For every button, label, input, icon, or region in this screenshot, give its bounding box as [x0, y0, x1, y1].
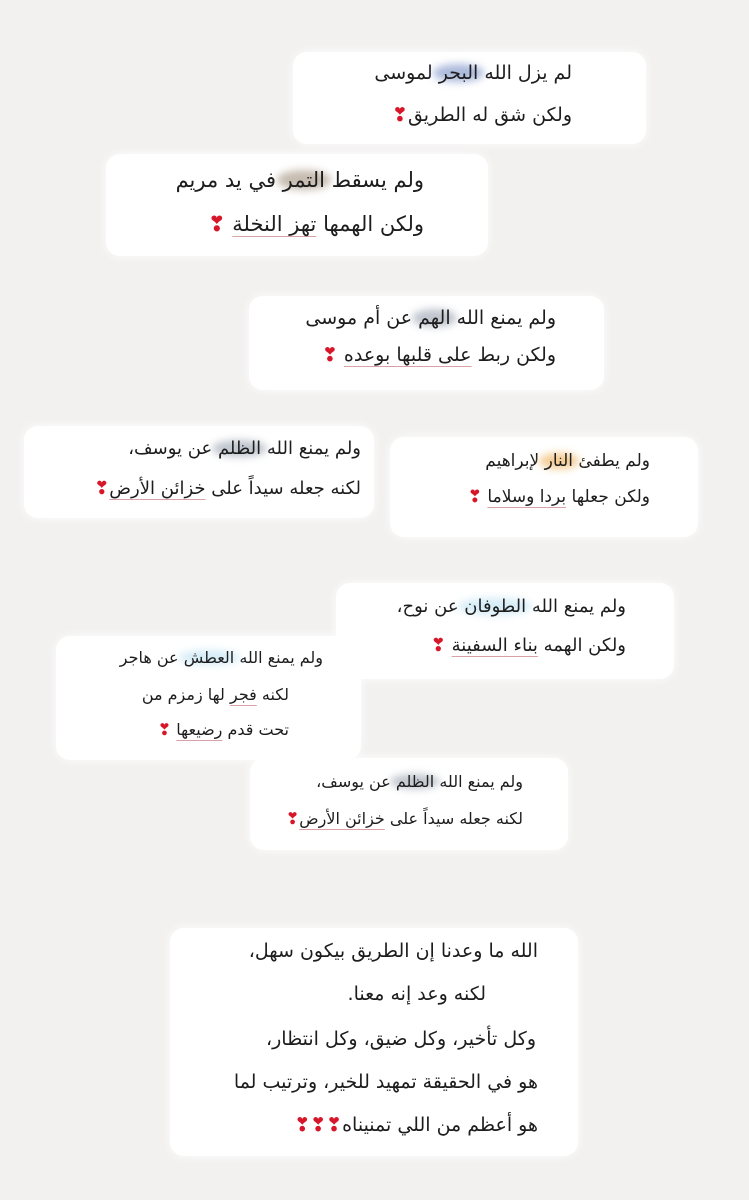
- paragraph-line: الله ما وعدنا إن الطريق بيكون سهل،: [248, 940, 538, 962]
- heart-exclamation-icon: ❣: [321, 344, 338, 366]
- heart-exclamation-icon: ❣: [285, 809, 300, 828]
- heart-exclamation-icon: ❣: [392, 104, 408, 126]
- quote-line: ولم يمنع الله العطش عن هاجر: [119, 648, 323, 667]
- heart-exclamation-icon: ❣: [94, 478, 110, 499]
- heart-exclamation-icon: ❣: [207, 212, 226, 236]
- quote-card-moses-sea: [293, 52, 646, 144]
- quote-line: ولكن جعلها بردا وسلاما ❣: [467, 487, 650, 507]
- quote-card-moses-mother: [249, 296, 604, 390]
- underlined-phrase: خزائن الأرض: [109, 478, 206, 499]
- highlighted-word: النار: [544, 451, 574, 471]
- quote-line: ولكن الهمه بناء السفينة ❣: [430, 635, 626, 656]
- quote-line: لكنه جعله سيداً على خزائن الأرض❣: [285, 809, 523, 828]
- quote-line: لم يزل الله البحر لموسى: [374, 62, 572, 84]
- heart-exclamation-icon: ❣: [430, 635, 446, 656]
- highlighted-word: الظلم: [395, 772, 435, 791]
- quote-line: ولم يطفئ النار لإبراهيم: [485, 451, 650, 471]
- highlighted-word: الظلم: [217, 438, 262, 459]
- quote-line: ولكن الهمها تهز النخلة ❣: [207, 212, 424, 236]
- quote-line: ولم يسقط التمر في يد مريم: [175, 168, 424, 192]
- underlined-word: رضيعها: [176, 720, 223, 739]
- highlighted-word: الهم: [418, 307, 451, 329]
- paragraph-line: هو في الحقيقة تمهيد للخير، وترتيب لما: [233, 1071, 538, 1093]
- paragraph-line: وكل تأخير، وكل ضيق، وكل انتظار،: [265, 1028, 536, 1050]
- underlined-phrase: تهز النخلة: [232, 212, 317, 236]
- quote-card-mary-dates: [106, 154, 488, 256]
- quote-line: تحت قدم رضيعها ❣: [157, 720, 289, 739]
- quote-line: ولم يمنع الله الظلم عن يوسف،: [128, 438, 361, 459]
- heart-exclamation-icon: ❣: [467, 487, 482, 507]
- quote-card-joseph-left: [24, 426, 374, 518]
- quote-line: ولم يمنع الله الظلم عن يوسف،: [316, 772, 523, 791]
- paragraph-line: هو أعظم من اللي تمنيناه❣❣❣: [294, 1114, 538, 1136]
- heart-exclamation-icons: ❣❣❣: [294, 1114, 343, 1136]
- highlighted-word: التمر: [282, 168, 325, 192]
- underlined-phrase: خزائن الأرض: [299, 809, 385, 828]
- underlined-phrase: على قلبها بوعده: [343, 344, 472, 366]
- quote-line: ولكن ربط على قلبها بوعده ❣: [321, 344, 556, 366]
- quote-line: ولم يمنع الله الهم عن أم موسى: [305, 307, 556, 329]
- quote-line: ولكن شق له الطريق❣: [392, 104, 572, 126]
- highlighted-word: البحر: [438, 62, 479, 84]
- quote-card-noah-flood: [336, 583, 674, 679]
- quote-line: ولم يمنع الله الطوفان عن نوح،: [396, 596, 626, 617]
- underlined-word: فجر: [229, 685, 257, 704]
- quote-card-abraham-fire: [390, 437, 698, 537]
- paragraph-line: لكنه وعد إنه معنا.: [347, 983, 486, 1005]
- quote-line: لكنه فجر لها زمزم من: [141, 685, 289, 704]
- underlined-phrase: بناء السفينة: [451, 635, 538, 656]
- underlined-phrase: بردا وسلاما: [487, 487, 567, 507]
- closing-paragraph-card: [170, 928, 578, 1156]
- quote-line: لكنه جعله سيداً على خزائن الأرض❣: [94, 478, 361, 499]
- quote-card-hagar-thirst: [56, 636, 361, 760]
- quote-card-joseph-center: [250, 758, 568, 850]
- highlighted-word: الطوفان: [464, 596, 527, 617]
- heart-exclamation-icon: ❣: [157, 720, 172, 739]
- highlighted-word: العطش: [183, 648, 235, 667]
